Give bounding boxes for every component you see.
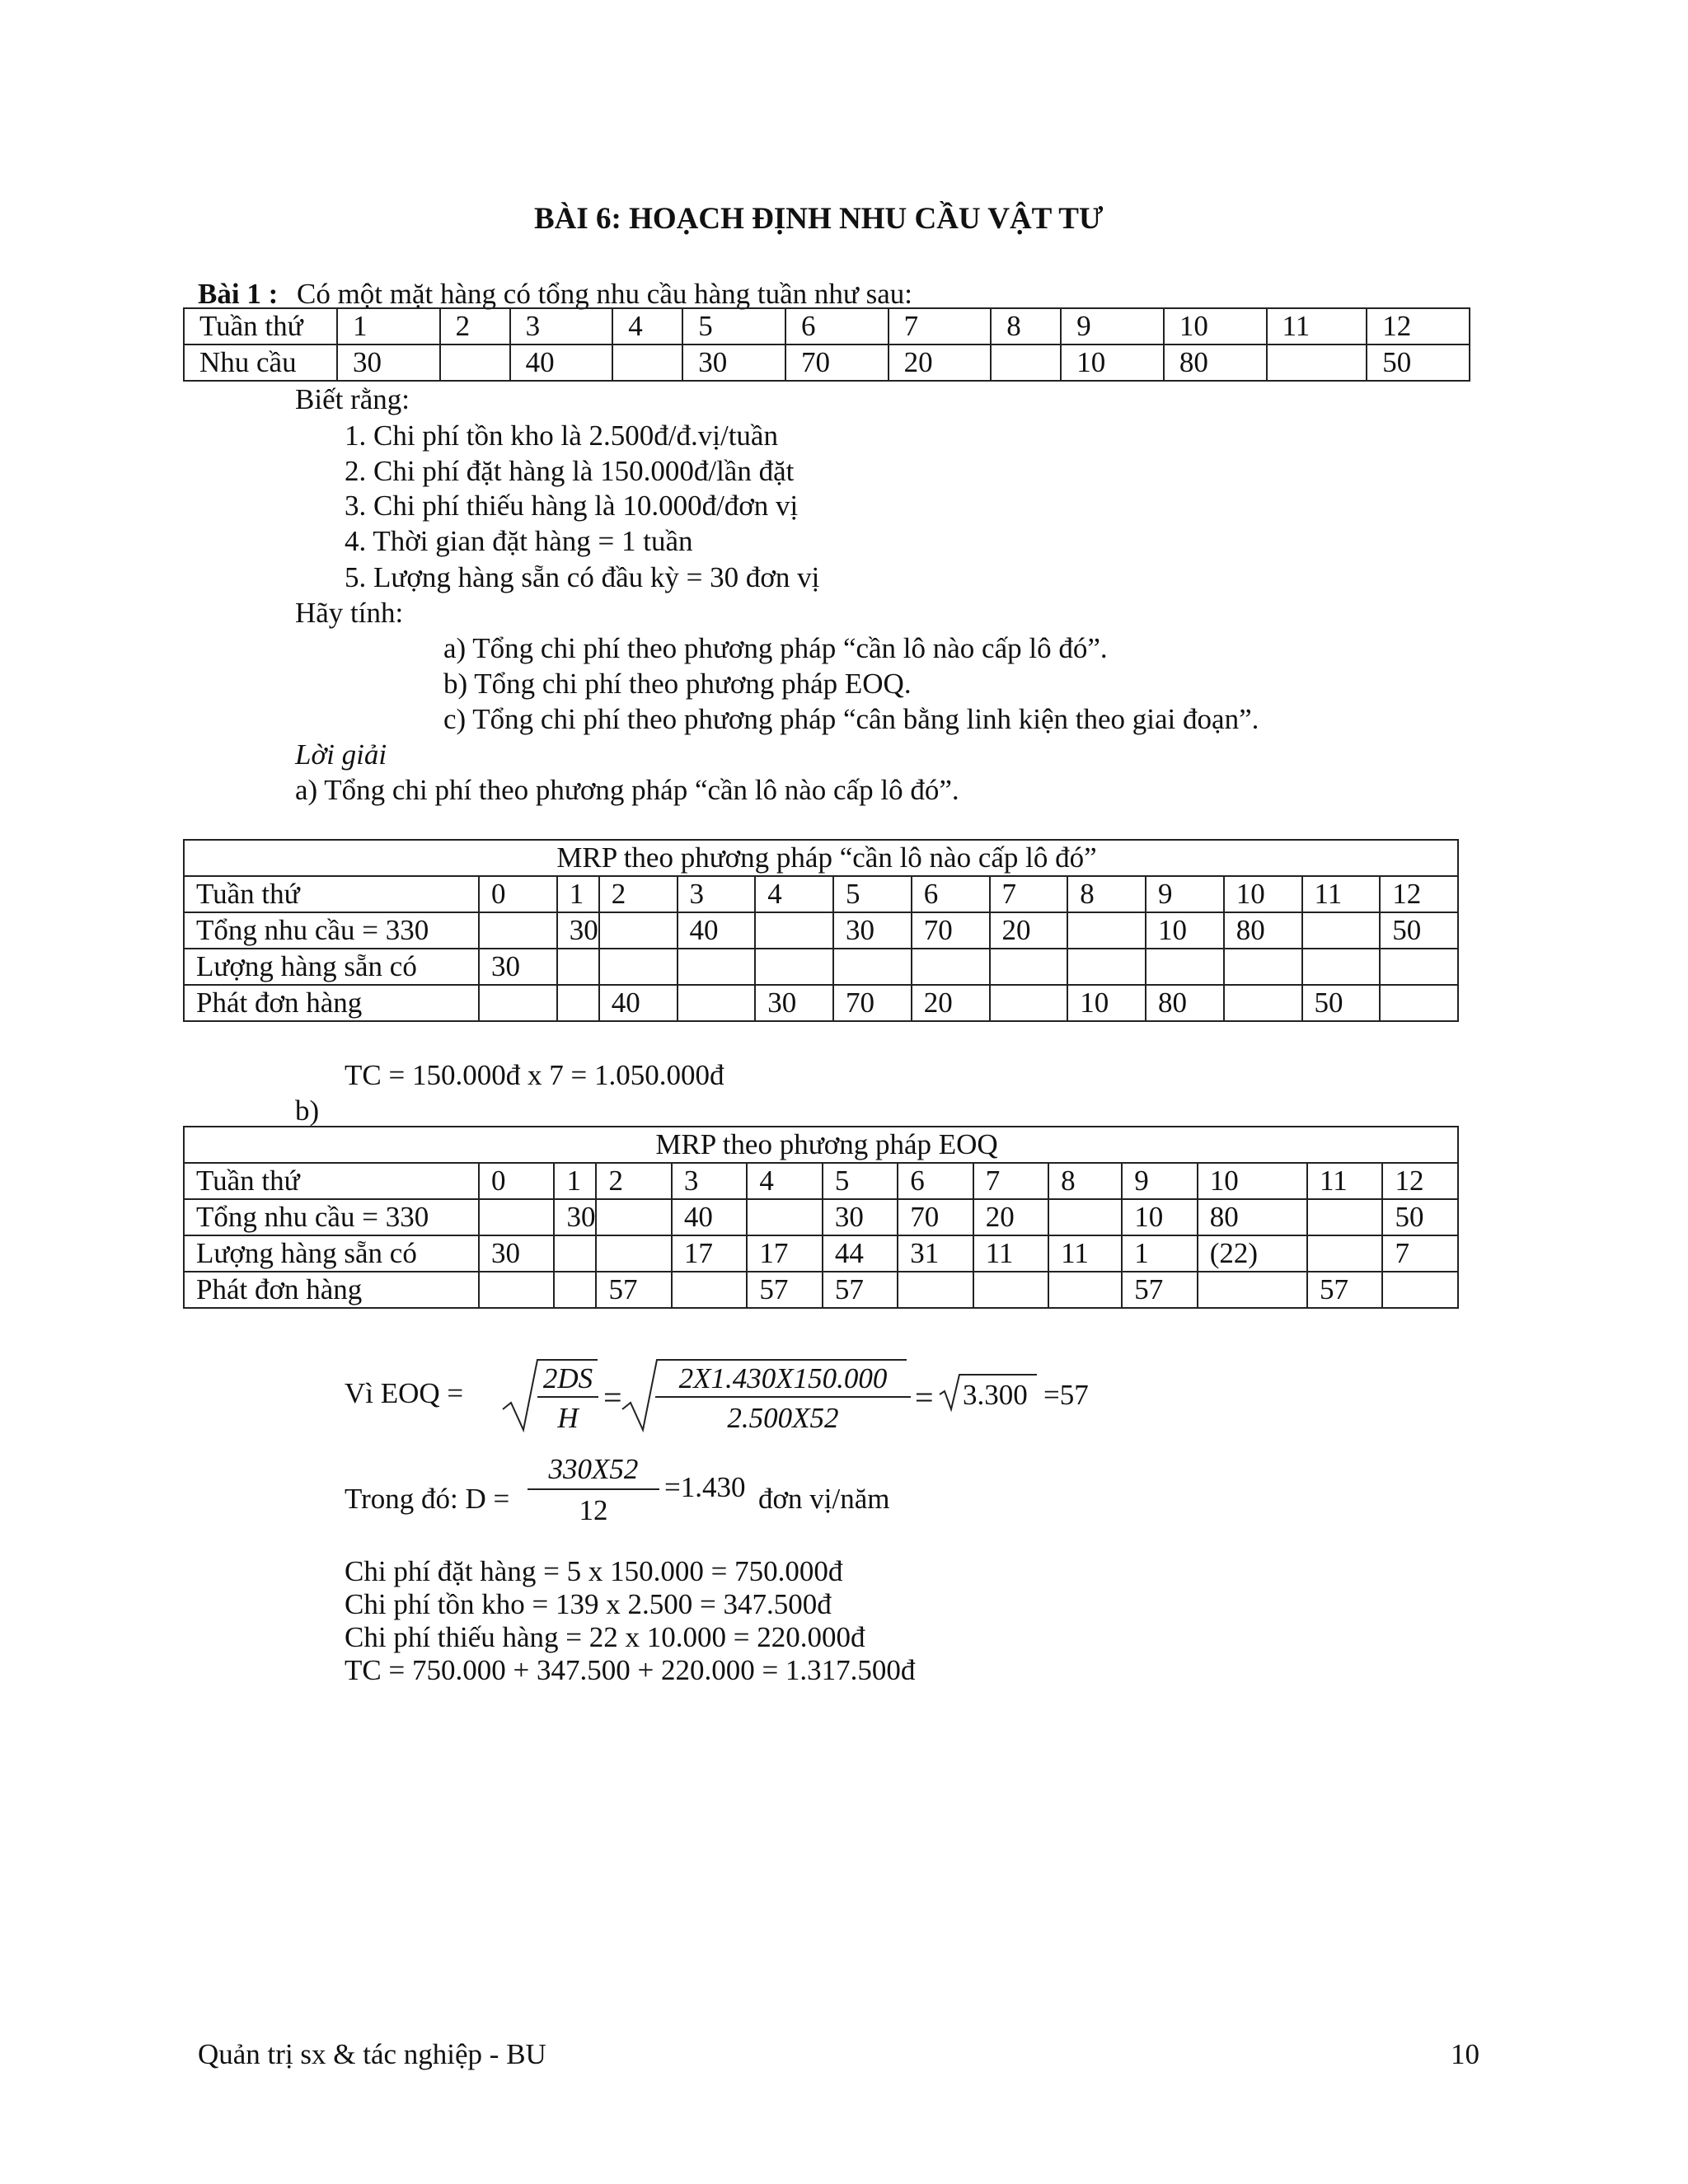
table-cell: Lượng hàng sẵn có bbox=[184, 949, 479, 985]
table-cell bbox=[1224, 949, 1302, 985]
table-cell: 1 bbox=[554, 1163, 596, 1199]
table-cell bbox=[973, 1272, 1048, 1308]
cost-line: TC = 750.000 + 347.500 + 220.000 = 1.317.500đ bbox=[345, 1654, 916, 1686]
ask-item: c) Tổng chi phí theo phương pháp “cân bằng linh kiện theo giai đoạn”. bbox=[443, 703, 1259, 735]
table-cell bbox=[672, 1272, 747, 1308]
solution-label: Lời giải bbox=[295, 738, 387, 771]
table-cell bbox=[678, 985, 756, 1021]
table-cell bbox=[1307, 1235, 1382, 1272]
table-cell: 1 bbox=[1122, 1235, 1197, 1272]
table-cell bbox=[479, 1199, 554, 1235]
problem-statement bbox=[198, 277, 912, 312]
table-cell bbox=[755, 912, 833, 949]
table-cell bbox=[1307, 1199, 1382, 1235]
table-cell: 9 bbox=[1122, 1163, 1197, 1199]
table-cell: 8 bbox=[991, 308, 1061, 344]
eoq-f2-den: 2.500X52 bbox=[727, 1402, 839, 1434]
table-cell: 5 bbox=[823, 1163, 898, 1199]
table-row bbox=[184, 1199, 1458, 1235]
table-cell: 0 bbox=[479, 1163, 554, 1199]
d-den: 12 bbox=[579, 1494, 608, 1526]
table-cell: 57 bbox=[1307, 1272, 1382, 1308]
table-cell: 3 bbox=[678, 876, 756, 912]
table-row bbox=[184, 876, 1458, 912]
table-row bbox=[184, 1272, 1458, 1308]
table-cell bbox=[479, 985, 557, 1021]
table-cell: 10 bbox=[1061, 344, 1164, 381]
table-cell bbox=[1302, 949, 1381, 985]
table-cell: Nhu cầu bbox=[184, 344, 337, 381]
mrp-table-b bbox=[183, 1126, 1459, 1309]
table-cell: 4 bbox=[612, 308, 682, 344]
table-cell: 57 bbox=[596, 1272, 671, 1308]
eoq-f1-num: 2DS bbox=[542, 1362, 593, 1394]
table-cell bbox=[596, 1235, 671, 1272]
table-cell: 30 bbox=[479, 1235, 554, 1272]
table-cell: 8 bbox=[1048, 1163, 1122, 1199]
table-cell bbox=[678, 949, 756, 985]
table-cell bbox=[557, 985, 599, 1021]
table-cell: 80 bbox=[1198, 1199, 1307, 1235]
table-cell bbox=[554, 1272, 596, 1308]
ask-item: b) Tổng chi phí theo phương pháp EOQ. bbox=[443, 668, 912, 700]
table-row bbox=[184, 1235, 1458, 1272]
given-item: 1. Chi phí tồn kho là 2.500đ/đ.vị/tuần bbox=[345, 419, 778, 452]
table-cell bbox=[1267, 344, 1367, 381]
table-cell: 70 bbox=[833, 985, 912, 1021]
table-caption: MRP theo phương pháp EOQ bbox=[184, 1127, 1458, 1163]
table-cell bbox=[1067, 949, 1146, 985]
given-item: 2. Chi phí đặt hàng là 150.000đ/lần đặt bbox=[345, 455, 795, 487]
table-cell: 1 bbox=[337, 308, 440, 344]
eoq-prefix: Vì EOQ = bbox=[345, 1377, 464, 1409]
table-cell: 30 bbox=[557, 912, 599, 949]
table-caption: MRP theo phương pháp “cần lô nào cấp lô đó” bbox=[184, 840, 1458, 876]
table-cell bbox=[554, 1235, 596, 1272]
table-row bbox=[184, 1163, 1458, 1199]
table-cell: 20 bbox=[889, 344, 992, 381]
table-cell: 8 bbox=[1067, 876, 1146, 912]
table-row bbox=[184, 308, 1470, 344]
table-cell: 7 bbox=[973, 1163, 1048, 1199]
table-cell: 20 bbox=[973, 1199, 1048, 1235]
table-row bbox=[184, 344, 1470, 381]
fraction-bar bbox=[528, 1488, 659, 1490]
table-cell: 6 bbox=[898, 1163, 973, 1199]
table-cell: 2 bbox=[599, 876, 678, 912]
table-cell: 70 bbox=[898, 1199, 973, 1235]
table-cell: 12 bbox=[1380, 876, 1458, 912]
table-cell: 30 bbox=[554, 1199, 596, 1235]
given-item: 4. Thời gian đặt hàng = 1 tuần bbox=[345, 525, 693, 557]
eoq-eq: = bbox=[603, 1379, 622, 1416]
table-cell: 11 bbox=[1048, 1235, 1122, 1272]
table-cell: 70 bbox=[912, 912, 990, 949]
table-cell: 10 bbox=[1164, 308, 1267, 344]
table-cell: 9 bbox=[1061, 308, 1164, 344]
table-cell: 11 bbox=[1307, 1163, 1382, 1199]
table-cell: 80 bbox=[1224, 912, 1302, 949]
table-cell: 11 bbox=[973, 1235, 1048, 1272]
d-unit: đơn vị/năm bbox=[758, 1483, 890, 1515]
eoq-eq2: = bbox=[915, 1379, 934, 1416]
d-num: 330X52 bbox=[548, 1453, 639, 1485]
table-cell: 4 bbox=[747, 1163, 822, 1199]
table-cell: 1 bbox=[557, 876, 599, 912]
tc-a: TC = 150.000đ x 7 = 1.050.000đ bbox=[345, 1059, 724, 1091]
table-cell: 50 bbox=[1382, 1199, 1458, 1235]
table-cell: 30 bbox=[337, 344, 440, 381]
table-cell: 30 bbox=[833, 912, 912, 949]
table-row bbox=[184, 1127, 1458, 1163]
table-cell: 30 bbox=[755, 985, 833, 1021]
table-cell: Tổng nhu cầu = 330 bbox=[184, 1199, 479, 1235]
part-b-label: b) bbox=[295, 1094, 320, 1127]
table-cell: 2 bbox=[596, 1163, 671, 1199]
table-cell: 50 bbox=[1367, 344, 1470, 381]
problem-label: Bài 1 : bbox=[198, 278, 279, 310]
table-cell: 10 bbox=[1224, 876, 1302, 912]
table-row bbox=[184, 840, 1458, 876]
table-cell: 6 bbox=[785, 308, 889, 344]
table-cell: 12 bbox=[1382, 1163, 1458, 1199]
demand-table bbox=[183, 307, 1470, 382]
table-cell: 57 bbox=[1122, 1272, 1197, 1308]
table-cell: 10 bbox=[1122, 1199, 1197, 1235]
table-cell bbox=[1146, 949, 1224, 985]
table-cell bbox=[898, 1272, 973, 1308]
table-cell bbox=[440, 344, 510, 381]
mrp-table-a bbox=[183, 839, 1459, 1022]
table-cell: 70 bbox=[785, 344, 889, 381]
table-cell bbox=[833, 949, 912, 985]
table-cell: 11 bbox=[1267, 308, 1367, 344]
table-cell: 3 bbox=[672, 1163, 747, 1199]
table-cell bbox=[1224, 985, 1302, 1021]
given-item: 5. Lượng hàng sẵn có đầu kỳ = 30 đơn vị bbox=[345, 561, 820, 593]
cost-line: Chi phí tồn kho = 139 x 2.500 = 347.500đ bbox=[345, 1588, 832, 1620]
ask-item: a) Tổng chi phí theo phương pháp “cần lô nào cấp lô đó”. bbox=[443, 632, 1108, 664]
table-cell: 80 bbox=[1164, 344, 1267, 381]
table-cell: 10 bbox=[1146, 912, 1224, 949]
table-cell bbox=[1380, 985, 1458, 1021]
table-cell: 10 bbox=[1067, 985, 1146, 1021]
table-row bbox=[184, 985, 1458, 1021]
table-row bbox=[184, 912, 1458, 949]
table-cell: 30 bbox=[479, 949, 557, 985]
table-cell bbox=[479, 1272, 554, 1308]
table-cell: 7 bbox=[990, 876, 1068, 912]
table-cell bbox=[1067, 912, 1146, 949]
table-cell bbox=[1302, 912, 1381, 949]
table-cell bbox=[747, 1199, 822, 1235]
eoq-f1-den: H bbox=[557, 1402, 579, 1434]
table-cell bbox=[1048, 1199, 1122, 1235]
table-row bbox=[184, 949, 1458, 985]
fraction-bar bbox=[655, 1396, 911, 1398]
table-cell bbox=[991, 344, 1061, 381]
table-cell: 2 bbox=[440, 308, 510, 344]
table-cell: Phát đơn hàng bbox=[184, 985, 479, 1021]
table-cell bbox=[1382, 1272, 1458, 1308]
table-cell: Tuần thứ bbox=[184, 876, 479, 912]
cost-line: Chi phí thiếu hàng = 22 x 10.000 = 220.000đ bbox=[345, 1621, 865, 1653]
table-cell bbox=[599, 912, 678, 949]
table-cell bbox=[599, 949, 678, 985]
table-cell: 5 bbox=[682, 308, 785, 344]
table-cell: 80 bbox=[1146, 985, 1224, 1021]
table-cell bbox=[557, 949, 599, 985]
table-cell bbox=[1380, 949, 1458, 985]
table-cell: 40 bbox=[672, 1199, 747, 1235]
table-cell: 40 bbox=[678, 912, 756, 949]
table-cell: 6 bbox=[912, 876, 990, 912]
cost-line: Chi phí đặt hàng = 5 x 150.000 = 750.000đ bbox=[345, 1555, 843, 1587]
table-cell: 0 bbox=[479, 876, 557, 912]
d-prefix: Trong đó: D = bbox=[345, 1483, 510, 1515]
table-cell bbox=[596, 1199, 671, 1235]
ask-label: Hãy tính: bbox=[295, 597, 404, 629]
table-cell: 50 bbox=[1380, 912, 1458, 949]
table-cell: 20 bbox=[912, 985, 990, 1021]
d-result: =1.430 bbox=[664, 1471, 746, 1503]
table-cell: 57 bbox=[747, 1272, 822, 1308]
table-cell: 10 bbox=[1198, 1163, 1307, 1199]
table-cell: 20 bbox=[990, 912, 1068, 949]
given-label: Biết rằng: bbox=[295, 383, 410, 415]
table-cell: 4 bbox=[755, 876, 833, 912]
table-cell: 50 bbox=[1302, 985, 1381, 1021]
table-cell: 12 bbox=[1367, 308, 1470, 344]
table-cell bbox=[912, 949, 990, 985]
table-cell: Tuần thứ bbox=[184, 1163, 479, 1199]
eoq-result: =57 bbox=[1043, 1379, 1089, 1411]
given-item: 3. Chi phí thiếu hàng là 10.000đ/đơn vị bbox=[345, 490, 799, 522]
table-cell bbox=[612, 344, 682, 381]
table-cell: 5 bbox=[833, 876, 912, 912]
table-cell bbox=[990, 985, 1068, 1021]
part-a-heading: a) Tổng chi phí theo phương pháp “cần lô nào cấp lô đó”. bbox=[295, 774, 959, 806]
table-cell: Phát đơn hàng bbox=[184, 1272, 479, 1308]
table-cell bbox=[990, 949, 1068, 985]
table-cell bbox=[479, 912, 557, 949]
table-cell bbox=[755, 949, 833, 985]
table-cell: 44 bbox=[823, 1235, 898, 1272]
table-cell: 11 bbox=[1302, 876, 1381, 912]
page-number: 10 bbox=[1451, 2038, 1479, 2070]
eoq-sqrt-val: 3.300 bbox=[963, 1379, 1028, 1411]
footer-left: Quản trị sx & tác nghiệp - BU bbox=[198, 2038, 546, 2070]
page-title: BÀI 6: HOẠCH ĐỊNH NHU CẦU VẬT TƯ bbox=[534, 202, 1104, 236]
table-cell: 7 bbox=[889, 308, 992, 344]
table-cell: 17 bbox=[747, 1235, 822, 1272]
table-cell: Lượng hàng sẵn có bbox=[184, 1235, 479, 1272]
table-cell: 3 bbox=[510, 308, 613, 344]
table-cell: 31 bbox=[898, 1235, 973, 1272]
table-cell: Tuần thứ bbox=[184, 308, 337, 344]
table-cell: 40 bbox=[510, 344, 613, 381]
table-cell: (22) bbox=[1198, 1235, 1307, 1272]
table-cell: 30 bbox=[682, 344, 785, 381]
fraction-bar bbox=[537, 1396, 598, 1398]
table-cell: 30 bbox=[823, 1199, 898, 1235]
eoq-f2-num: 2X1.430X150.000 bbox=[678, 1362, 888, 1394]
table-cell: 7 bbox=[1382, 1235, 1458, 1272]
table-cell: 9 bbox=[1146, 876, 1224, 912]
table-cell bbox=[1048, 1272, 1122, 1308]
table-cell: 57 bbox=[823, 1272, 898, 1308]
table-cell: 40 bbox=[599, 985, 678, 1021]
problem-text: Có một mặt hàng có tổng nhu cầu hàng tuần như sau: bbox=[296, 278, 913, 310]
table-cell: Tổng nhu cầu = 330 bbox=[184, 912, 479, 949]
table-cell bbox=[1198, 1272, 1307, 1308]
table-cell: 17 bbox=[672, 1235, 747, 1272]
